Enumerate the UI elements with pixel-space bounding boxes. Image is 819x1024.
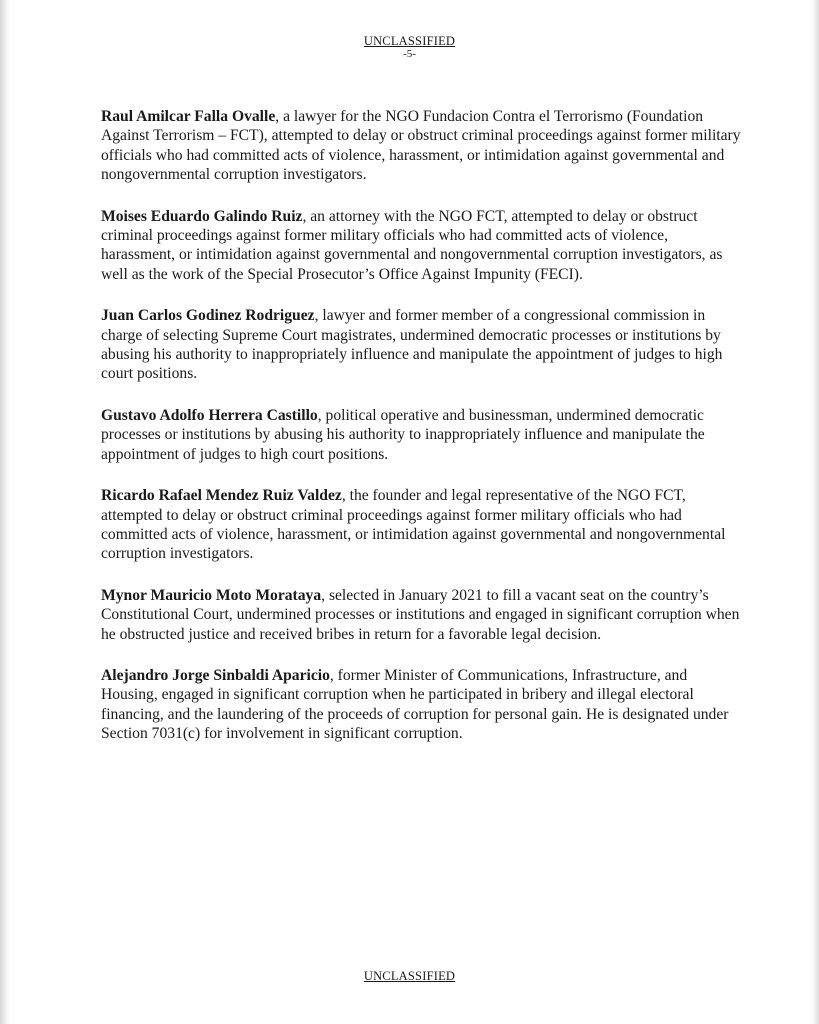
entry-text: , political operative and businessman, undermined democratic processes or institutions by abusing his authority to inappropriately influence and manipulate the appointment of judges to high court positions. bbox=[101, 406, 705, 463]
entry-paragraph bbox=[101, 586, 741, 644]
entry-name: Moises Eduardo Galindo Ruiz bbox=[101, 207, 303, 225]
entry-text: , lawyer and former member of a congressional commission in charge of selecting Supreme Court magistrates, undermined democratic processes or institutions by abusing his authority to inappropriately influence and manipulate the appointment of judges to high court positions. bbox=[101, 307, 723, 383]
entry-text: , an attorney with the NGO FCT, attempted to delay or obstruct criminal proceedings against former military officials who had committed acts of violence, harassment, or intimidation against governmental and nongovernmental corruption investigators, as well as the work of the Special Prosecutor’s Office Against Impunity (FECI). bbox=[101, 207, 723, 283]
entry-paragraph bbox=[101, 666, 741, 744]
entry-text: , selected in January 2021 to fill a vacant seat on the country’s Constitutional Court, undermined processes or institutions and engaged in significant corruption when he obstructed justice and received bribes in return for a favorable legal decision. bbox=[101, 586, 740, 643]
page-footer bbox=[0, 969, 819, 983]
page-edge-shadow-right bbox=[811, 0, 819, 1024]
page-number: -5- bbox=[403, 48, 416, 60]
entry-name: Mynor Mauricio Moto Morataya bbox=[101, 586, 322, 604]
page-edge-shadow-left bbox=[0, 0, 10, 1024]
entry-name: Ricardo Rafael Mendez Ruiz Valdez bbox=[101, 487, 342, 505]
entry-text: , former Minister of Communications, Infrastructure, and Housing, engaged in significant corruption when he participated in bribery and illegal electoral financing, and the laundering of the proceeds of corruption for personal gain. He is designated under Section 7031(c) for involvement in significant corruption. bbox=[101, 666, 729, 743]
entry-name: Alejandro Jorge Sinbaldi Aparicio bbox=[101, 666, 330, 684]
entry-text: , the founder and legal representative of the NGO FCT, attempted to delay or obstruct criminal proceedings against former military officials who had committed acts of violence, harassment, or intimidation against governmental and nongovernmental corruption investigators. bbox=[101, 487, 726, 563]
entry-paragraph bbox=[101, 486, 741, 564]
entry-paragraph bbox=[101, 207, 741, 285]
page-header bbox=[0, 34, 819, 60]
entry-name: Juan Carlos Godinez Rodriguez bbox=[101, 307, 315, 325]
header-classification-marking: UNCLASSIFIED bbox=[363, 34, 456, 48]
entry-paragraph bbox=[101, 107, 741, 185]
entry-name: Gustavo Adolfo Herrera Castillo bbox=[101, 406, 318, 424]
document-body bbox=[101, 107, 741, 766]
entry-text: , a lawyer for the NGO Fundacion Contra el Terrorismo (Foundation Against Terrorism – FCT), attempted to delay or obstruct criminal proceedings against former military officials who had committed acts of violence, harassment, or intimidation against governmental and nongovernmental corruption investigators. bbox=[101, 108, 741, 184]
entry-name: Raul Amilcar Falla Ovalle bbox=[101, 108, 276, 125]
footer-classification-marking: UNCLASSIFIED bbox=[363, 969, 456, 983]
entry-paragraph bbox=[101, 306, 741, 384]
entry-paragraph bbox=[101, 406, 741, 464]
